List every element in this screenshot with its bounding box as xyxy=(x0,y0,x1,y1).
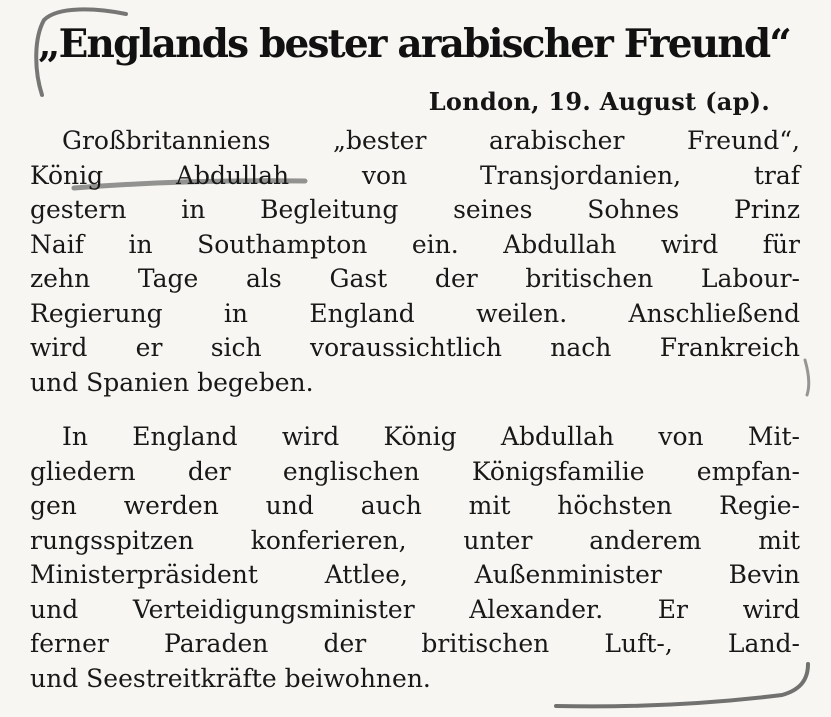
article-paragraph-1 xyxy=(30,124,800,400)
text-line: und Verteidigungsminister Alexander. Er wird xyxy=(30,594,800,624)
text-line: wird er sich voraussichtlich nach Frankreich xyxy=(30,333,800,362)
article-paragraph-2 xyxy=(30,420,800,696)
text-line: Ministerpräsident Attlee, Außenminister Bevin xyxy=(30,560,800,589)
text-line: Großbritanniens „bester arabischer Freund“, xyxy=(62,126,800,155)
text-line: und Seestreitkräfte beiwohnen. xyxy=(30,663,431,693)
text-line: zehn Tage als Gast der britischen Labour- xyxy=(30,264,800,293)
text-line: Regierung in England weilen. Anschließend xyxy=(30,298,800,328)
right-tick-mark xyxy=(805,360,809,395)
text-line: und Spanien begeben. xyxy=(30,367,314,397)
text-line: gliedern der englischen Königsfamilie empfan- xyxy=(30,456,800,486)
text-line: gestern in Begleitung seines Sohnes Prinz xyxy=(30,195,800,224)
text-line: rungsspitzen konferieren, unter anderem mit xyxy=(30,525,800,555)
headline: „Englands bester arabischer Freund“ xyxy=(38,21,790,67)
text-line: Naif in Southampton ein. Abdullah wird für xyxy=(30,229,800,259)
text-line: König Abdullah von Transjordanien, traf xyxy=(30,160,800,190)
text-line: ferner Paraden der britischen Luft-, Land- xyxy=(30,629,800,658)
dateline: London, 19. August (ap). xyxy=(428,87,770,116)
text-line: gen werden und auch mit höchsten Regie- xyxy=(30,491,800,520)
text-line: In England wird König Abdullah von Mit- xyxy=(62,422,800,451)
